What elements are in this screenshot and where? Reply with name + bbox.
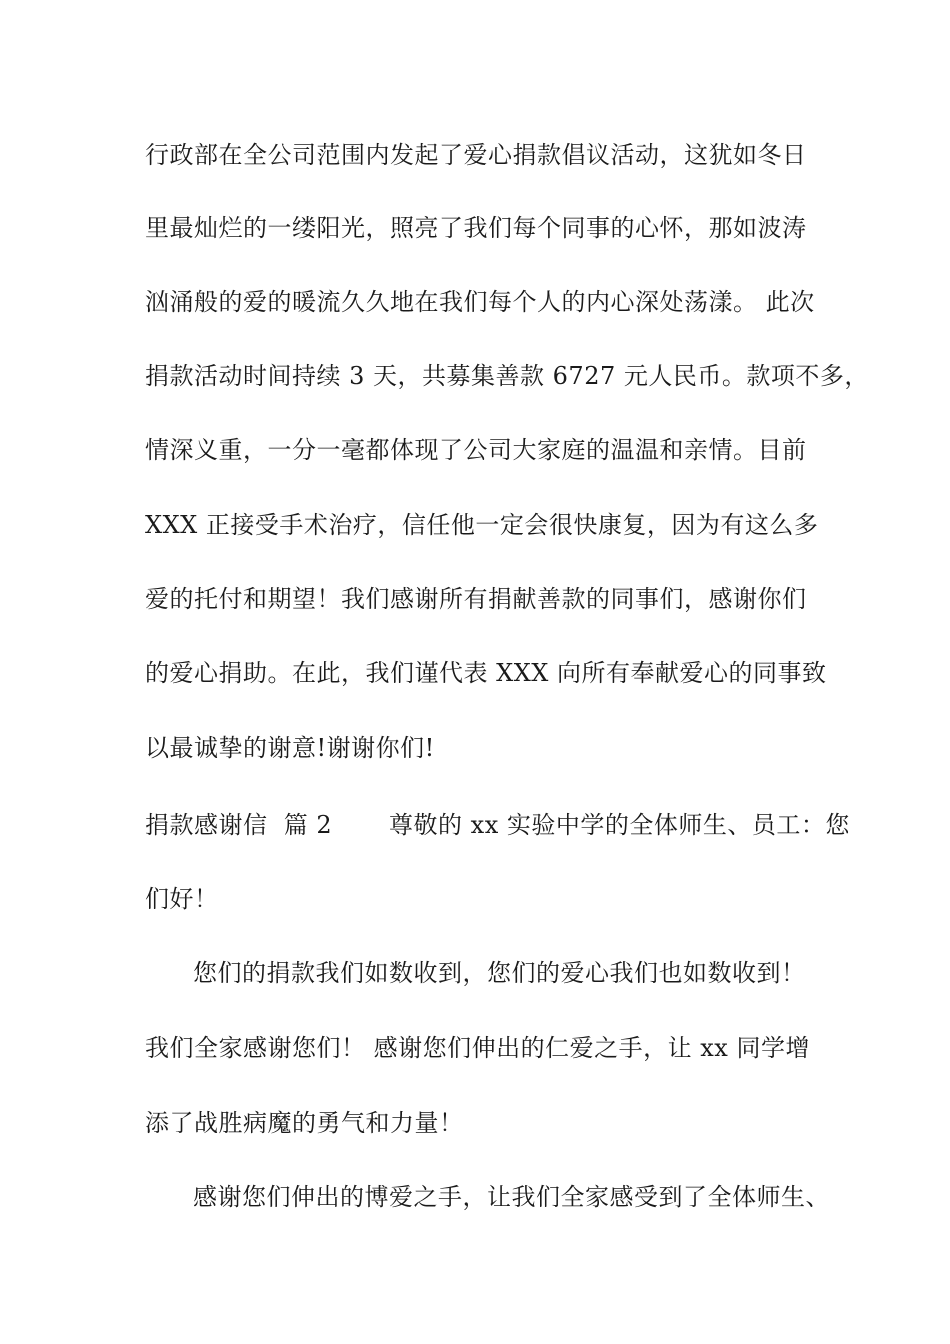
paragraph-line: 您们的捐款我们如数收到，您们的爱心我们也如数收到！ (193, 959, 806, 987)
paragraph-line: 行政部在全公司范围内发起了爱心捐款倡议活动，这犹如冬日 (145, 141, 807, 169)
paragraph-line: 以最诚挚的谢意!谢谢你们! (145, 734, 435, 762)
paragraph-line: 情深义重，一分一毫都体现了公司大家庭的温温和亲情。目前 (145, 436, 807, 464)
paragraph-line: 我们全家感谢您们！ 感谢您们伸出的仁爱之手，让 xx 同学增 (145, 1034, 810, 1062)
paragraph-line: 爱的托付和期望！我们感谢所有捐献善款的同事们，感谢你们 (145, 585, 807, 613)
paragraph-line: 添了战胜病魔的勇气和力量！ (145, 1109, 464, 1137)
paragraph-line: 感谢您们伸出的博爱之手，让我们全家感受到了全体师生、 (193, 1183, 830, 1211)
paragraph-line: 捐款活动时间持续 3 天，共募集善款 6727 元人民币。款项不多， (145, 362, 869, 390)
paragraph-line: 汹涌般的爱的暖流久久地在我们每个人的内心深处荡漾。 此次 (145, 288, 815, 316)
paragraph-line: 们好！ (145, 885, 219, 913)
section-heading-line: 捐款感谢信 篇 2 尊敬的 xx 实验中学的全体师生、员工：您 (145, 811, 850, 839)
paragraph-line: XXX 正接受手术治疗，信任他一定会很快康复，因为有这么多 (145, 511, 819, 539)
paragraph-line: 的爱心捐助。在此，我们谨代表 XXX 向所有奉献爱心的同事致 (145, 659, 827, 687)
paragraph-line: 里最灿烂的一缕阳光，照亮了我们每个同事的心怀，那如波涛 (145, 214, 807, 242)
